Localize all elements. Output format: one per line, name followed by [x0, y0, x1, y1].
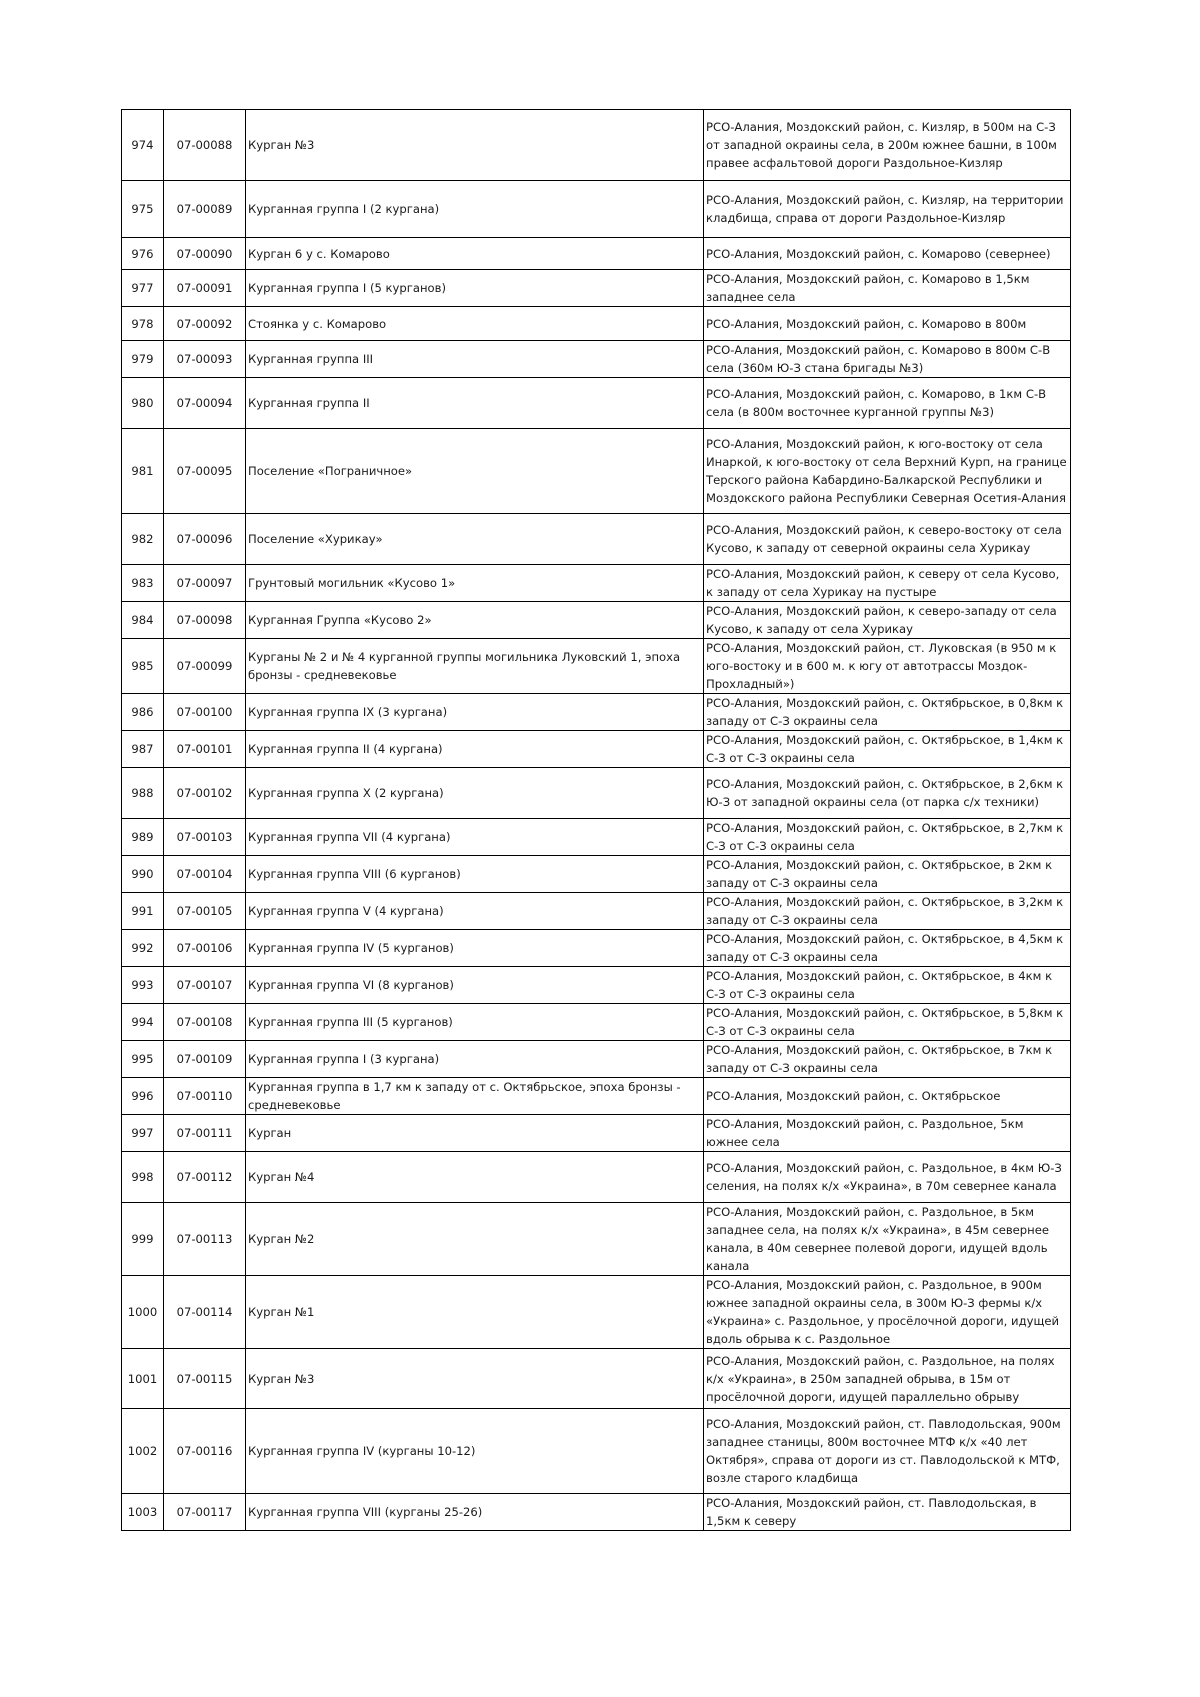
table-row: [122, 1078, 1071, 1115]
location-cell: РСО-Алания, Моздокский район, с. Октябрьское, в 4км к С-З от С-З окраины села: [704, 967, 1071, 1004]
table-row: [122, 1115, 1071, 1152]
table-row: [122, 181, 1071, 238]
registry-code-cell: 07-00112: [164, 1152, 246, 1203]
registry-code-cell: 07-00109: [164, 1041, 246, 1078]
location-cell: РСО-Алания, Моздокский район, с. Комарово (севернее): [704, 238, 1071, 270]
registry-code-cell: 07-00098: [164, 602, 246, 639]
table-row: [122, 307, 1071, 341]
registry-code-cell: 07-00111: [164, 1115, 246, 1152]
registry-code-cell: 07-00100: [164, 694, 246, 731]
registry-code-cell: 07-00095: [164, 429, 246, 514]
row-number-cell: 985: [122, 639, 164, 694]
row-number-cell: 983: [122, 565, 164, 602]
table-row: [122, 429, 1071, 514]
registry-code-cell: 07-00094: [164, 378, 246, 429]
row-number-cell: 1002: [122, 1409, 164, 1494]
location-cell: РСО-Алания, Моздокский район, с. Кизляр, на территории кладбища, справа от дороги Раздольное-Кизляр: [704, 181, 1071, 238]
row-number-cell: 987: [122, 731, 164, 768]
row-number-cell: 988: [122, 768, 164, 819]
row-number-cell: 993: [122, 967, 164, 1004]
registry-code-cell: 07-00092: [164, 307, 246, 341]
table-row: [122, 694, 1071, 731]
registry-code-cell: 07-00102: [164, 768, 246, 819]
object-name-cell: Курган №3: [246, 110, 704, 181]
object-name-cell: Стоянка у с. Комарово: [246, 307, 704, 341]
table-row: [122, 930, 1071, 967]
registry-code-cell: 07-00117: [164, 1494, 246, 1531]
row-number-cell: 998: [122, 1152, 164, 1203]
table-row: [122, 1409, 1071, 1494]
location-cell: РСО-Алания, Моздокский район, с. Октябрьское: [704, 1078, 1071, 1115]
object-name-cell: Курганная группа I (5 курганов): [246, 270, 704, 307]
row-number-cell: 986: [122, 694, 164, 731]
row-number-cell: 1003: [122, 1494, 164, 1531]
table-row: [122, 270, 1071, 307]
registry-code-cell: 07-00105: [164, 893, 246, 930]
row-number-cell: 999: [122, 1203, 164, 1276]
table-row: [122, 1494, 1071, 1531]
object-name-cell: Курганная группа X (2 кургана): [246, 768, 704, 819]
table-row: [122, 602, 1071, 639]
location-cell: РСО-Алания, Моздокский район, с. Комарово в 800м: [704, 307, 1071, 341]
object-name-cell: Грунтовый могильник «Кусово 1»: [246, 565, 704, 602]
registry-code-cell: 07-00110: [164, 1078, 246, 1115]
object-name-cell: Курган №3: [246, 1349, 704, 1409]
registry-code-cell: 07-00089: [164, 181, 246, 238]
location-cell: РСО-Алания, Моздокский район, к северо-востоку от села Кусово, к западу от северной окраины села Хурикау: [704, 514, 1071, 565]
object-name-cell: Курганная группа III: [246, 341, 704, 378]
location-cell: РСО-Алания, Моздокский район, с. Комарово в 1,5км западнее села: [704, 270, 1071, 307]
object-name-cell: Курганная группа IV (курганы 10-12): [246, 1409, 704, 1494]
location-cell: РСО-Алания, Моздокский район, с. Октябрьское, в 7км к западу от С-З окраины села: [704, 1041, 1071, 1078]
location-cell: РСО-Алания, Моздокский район, с. Раздольное, в 4км Ю-З селения, на полях к/х «Украина», в 70м севернее канала: [704, 1152, 1071, 1203]
location-cell: РСО-Алания, Моздокский район, к северу от села Кусово, к западу от села Хурикау на пустыре: [704, 565, 1071, 602]
registry-code-cell: 07-00088: [164, 110, 246, 181]
table-row: [122, 768, 1071, 819]
location-cell: РСО-Алания, Моздокский район, к северо-западу от села Кусово, к западу от села Хурикау: [704, 602, 1071, 639]
table-row: [122, 1152, 1071, 1203]
row-number-cell: 997: [122, 1115, 164, 1152]
object-name-cell: Курган: [246, 1115, 704, 1152]
registry-code-cell: 07-00106: [164, 930, 246, 967]
row-number-cell: 975: [122, 181, 164, 238]
location-cell: РСО-Алания, Моздокский район, ст. Павлодольская, в 1,5км к северу: [704, 1494, 1071, 1531]
object-name-cell: Курганы № 2 и № 4 курганной группы могильника Луковский 1, эпоха бронзы - средневековье: [246, 639, 704, 694]
object-name-cell: Курган №1: [246, 1276, 704, 1349]
object-name-cell: Курганная группа IX (3 кургана): [246, 694, 704, 731]
table-row: [122, 110, 1071, 181]
row-number-cell: 990: [122, 856, 164, 893]
object-name-cell: Курган 6 у с. Комарово: [246, 238, 704, 270]
object-name-cell: Курганная группа VI (8 курганов): [246, 967, 704, 1004]
table-row: [122, 565, 1071, 602]
location-cell: РСО-Алания, Моздокский район, с. Комарово, в 1км С-В села (в 800м восточнее курганной группы №3): [704, 378, 1071, 429]
object-name-cell: Курганная группа III (5 курганов): [246, 1004, 704, 1041]
object-name-cell: Курганная группа IV (5 курганов): [246, 930, 704, 967]
object-name-cell: Курганная группа I (3 кургана): [246, 1041, 704, 1078]
location-cell: РСО-Алания, Моздокский район, с. Октябрьское, в 2км к западу от С-З окраины села: [704, 856, 1071, 893]
object-name-cell: Поселение «Пограничное»: [246, 429, 704, 514]
location-cell: РСО-Алания, Моздокский район, с. Раздольное, в 5км западнее села, на полях к/х «Украина», в 45м севернее канала, в 40м севернее полевой дороги, идущей вдоль канала: [704, 1203, 1071, 1276]
object-name-cell: Курганная группа в 1,7 км к западу от с. Октябрьское, эпоха бронзы - средневековье: [246, 1078, 704, 1115]
row-number-cell: 977: [122, 270, 164, 307]
registry-code-cell: 07-00114: [164, 1276, 246, 1349]
table-row: [122, 341, 1071, 378]
location-cell: РСО-Алания, Моздокский район, с. Раздольное, в 900м южнее западной окраины села, в 300м Ю-З фермы к/х «Украина» с. Раздольное, у просёлочной дороги, идущей вдоль обрыва к с. Раздольное: [704, 1276, 1071, 1349]
row-number-cell: 995: [122, 1041, 164, 1078]
location-cell: РСО-Алания, Моздокский район, с. Кизляр, в 500м на С-З от западной окраины села, в 200м южнее башни, в 100м правее асфальтовой дороги Раздольное-Кизляр: [704, 110, 1071, 181]
object-name-cell: Курганная Группа «Кусово 2»: [246, 602, 704, 639]
row-number-cell: 979: [122, 341, 164, 378]
table-row: [122, 514, 1071, 565]
object-name-cell: Курган №2: [246, 1203, 704, 1276]
row-number-cell: 989: [122, 819, 164, 856]
row-number-cell: 1000: [122, 1276, 164, 1349]
table-row: [122, 639, 1071, 694]
row-number-cell: 984: [122, 602, 164, 639]
row-number-cell: 978: [122, 307, 164, 341]
registry-code-cell: 07-00108: [164, 1004, 246, 1041]
registry-code-cell: 07-00091: [164, 270, 246, 307]
row-number-cell: 981: [122, 429, 164, 514]
row-number-cell: 976: [122, 238, 164, 270]
location-cell: РСО-Алания, Моздокский район, с. Октябрьское, в 2,7км к С-З от С-З окраины села: [704, 819, 1071, 856]
location-cell: РСО-Алания, Моздокский район, ст. Павлодольская, 900м западнее станицы, 800м восточнее МТФ к/х «40 лет Октября», справа от дороги из ст. Павлодольской к МТФ, возле старого кладбища: [704, 1409, 1071, 1494]
table-row: [122, 1004, 1071, 1041]
registry-code-cell: 07-00104: [164, 856, 246, 893]
table-row: [122, 856, 1071, 893]
heritage-registry-table: [121, 109, 1071, 1531]
location-cell: РСО-Алания, Моздокский район, с. Октябрьское, в 5,8км к С-З от С-З окраины села: [704, 1004, 1071, 1041]
object-name-cell: Курганная группа VII (4 кургана): [246, 819, 704, 856]
location-cell: РСО-Алания, Моздокский район, с. Раздольное, на полях к/х «Украина», в 250м западней обрыва, в 15м от просёлочной дороги, идущей параллельно обрыву: [704, 1349, 1071, 1409]
location-cell: РСО-Алания, Моздокский район, к юго-востоку от села Инаркой, к юго-востоку от села Верхний Курп, на границе Терского района Кабардино-Балкарской Республики и Моздокского района Республики Северная Осетия-Алания: [704, 429, 1071, 514]
table-row: [122, 1349, 1071, 1409]
registry-code-cell: 07-00116: [164, 1409, 246, 1494]
table-row: [122, 378, 1071, 429]
location-cell: РСО-Алания, Моздокский район, с. Раздольное, 5км южнее села: [704, 1115, 1071, 1152]
table-row: [122, 731, 1071, 768]
registry-code-cell: 07-00107: [164, 967, 246, 1004]
table-row: [122, 819, 1071, 856]
location-cell: РСО-Алания, Моздокский район, с. Октябрьское, в 4,5км к западу от С-З окраины села: [704, 930, 1071, 967]
registry-code-cell: 07-00096: [164, 514, 246, 565]
registry-code-cell: 07-00101: [164, 731, 246, 768]
table-row: [122, 893, 1071, 930]
registry-code-cell: 07-00097: [164, 565, 246, 602]
object-name-cell: Поселение «Хурикау»: [246, 514, 704, 565]
row-number-cell: 996: [122, 1078, 164, 1115]
row-number-cell: 974: [122, 110, 164, 181]
row-number-cell: 982: [122, 514, 164, 565]
object-name-cell: Курган №4: [246, 1152, 704, 1203]
registry-code-cell: 07-00090: [164, 238, 246, 270]
row-number-cell: 991: [122, 893, 164, 930]
object-name-cell: Курганная группа II: [246, 378, 704, 429]
object-name-cell: Курганная группа I (2 кургана): [246, 181, 704, 238]
location-cell: РСО-Алания, Моздокский район, ст. Луковская (в 950 м к юго-востоку и в 600 м. к югу от автотрассы Моздок-Прохладный»): [704, 639, 1071, 694]
object-name-cell: Курганная группа VIII (6 курганов): [246, 856, 704, 893]
table-row: [122, 967, 1071, 1004]
table-body: [122, 110, 1071, 1531]
registry-code-cell: 07-00093: [164, 341, 246, 378]
row-number-cell: 992: [122, 930, 164, 967]
row-number-cell: 1001: [122, 1349, 164, 1409]
table-row: [122, 1041, 1071, 1078]
location-cell: РСО-Алания, Моздокский район, с. Комарово в 800м С-В села (360м Ю-З стана бригады №3): [704, 341, 1071, 378]
table-row: [122, 238, 1071, 270]
table-row: [122, 1203, 1071, 1276]
registry-code-cell: 07-00113: [164, 1203, 246, 1276]
location-cell: РСО-Алания, Моздокский район, с. Октябрьское, в 3,2км к западу от С-З окраины села: [704, 893, 1071, 930]
location-cell: РСО-Алания, Моздокский район, с. Октябрьское, в 2,6км к Ю-З от западной окраины села (от парка с/х техники): [704, 768, 1071, 819]
location-cell: РСО-Алания, Моздокский район, с. Октябрьское, в 0,8км к западу от С-З окраины села: [704, 694, 1071, 731]
registry-code-cell: 07-00103: [164, 819, 246, 856]
table-row: [122, 1276, 1071, 1349]
object-name-cell: Курганная группа VIII (курганы 25-26): [246, 1494, 704, 1531]
row-number-cell: 980: [122, 378, 164, 429]
registry-code-cell: 07-00099: [164, 639, 246, 694]
row-number-cell: 994: [122, 1004, 164, 1041]
location-cell: РСО-Алания, Моздокский район, с. Октябрьское, в 1,4км к С-З от С-З окраины села: [704, 731, 1071, 768]
registry-code-cell: 07-00115: [164, 1349, 246, 1409]
object-name-cell: Курганная группа II (4 кургана): [246, 731, 704, 768]
object-name-cell: Курганная группа V (4 кургана): [246, 893, 704, 930]
